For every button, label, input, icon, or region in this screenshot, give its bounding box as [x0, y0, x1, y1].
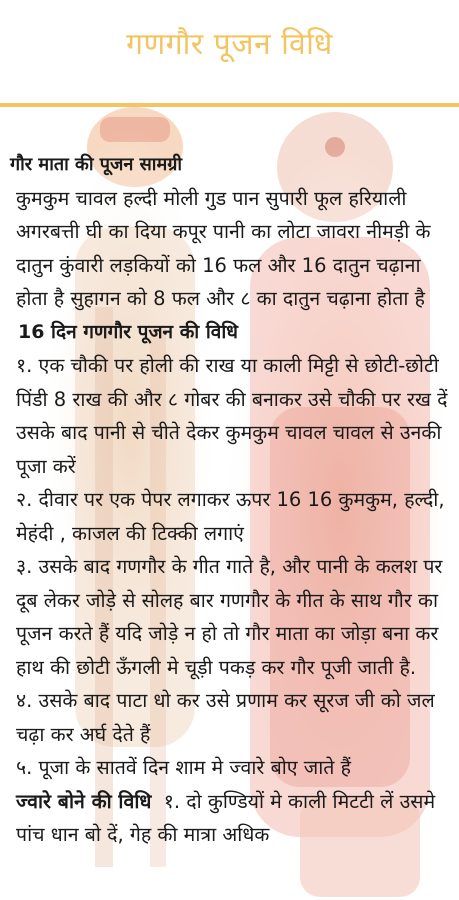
- app-header: [0, 0, 459, 104]
- section-heading-puja-vidhi: 16 दिन गणगौर पूजन की विधि: [18, 320, 238, 343]
- paragraph-samagri: कुमकुम चावल हल्दी मोली गुड पान सुपारी फूल हरियाली अगरबत्ती घी का दिया कपूर पानी का लोटा जावरा नीमड़ी के दातुन कुंवारी लड़कियों को 16 फल और 16 दातुन चढ़ाना होता है सुहागन को 8 फल और ८ का दातुन चढ़ाना होता है: [16, 186, 431, 310]
- step-1: १. एक चौकी पर होली की राख या काली मिट्टी से छोटी-छोटी पिंडी 8 राख की और ८ गोबर की बनाकर उसे चौकी पर रख दें उसके बाद पानी से चीते देकर कुमकुम चावल चावल से उनकी पूजा करें: [16, 354, 448, 478]
- step-2: २. दीवार पर एक पेपर लगाकर ऊपर 16 16 कुमकुम, हल्दी, मेहंदी , काजल की टिक्की लगाएं: [16, 488, 445, 545]
- section-heading-puja-samagri: गौर माता की पूजन सामग्री: [10, 154, 183, 175]
- section-heading-jware: ज्वारे बोने की विधि: [16, 789, 152, 813]
- step-5: ५. पूजा के सातवें दिन शाम मे ज्वारे बोए जाते हैं: [16, 756, 351, 779]
- step-6: १. दो कुण्डियों मे काली मिटटी लें उसमे पांच धान बो दें, गेह की मात्रा अधिक: [16, 789, 436, 846]
- step-4: ४. उसके बाद पाटा धो कर उसे प्रणाम कर सूरज जी को जल चढ़ा कर अर्घ देते हैं: [16, 689, 435, 746]
- step-3: ३. उसके बाद गणगौर के गीत गाते है, और पानी के कलश पर दूब लेकर जोड़े से सोलह बार गणगौर के गीत के साथ गौर का पूजन करते हैं यदि जोड़े न हो तो गौर माता का जोड़ा बना कर हाथ की छोटी ऊँगली मे चूड़ी पकड़ कर गौर पूजी जाती है.: [16, 555, 443, 679]
- article-content: [10, 148, 456, 852]
- page-title: गणगौर पूजन विधि: [126, 27, 333, 62]
- paragraph-jware: [10, 785, 456, 852]
